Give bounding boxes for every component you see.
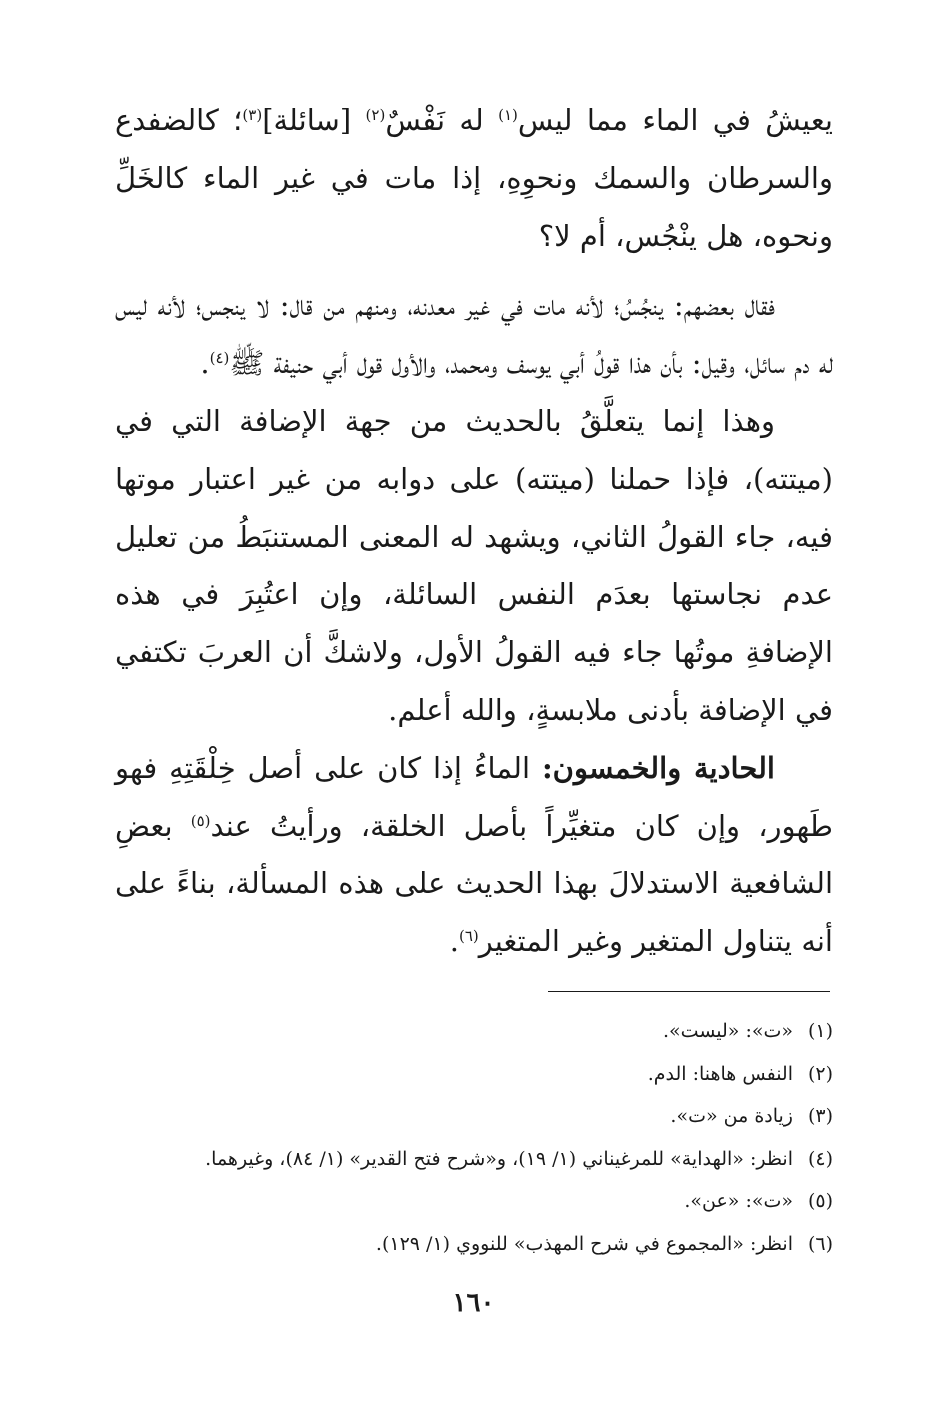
footnote-separator xyxy=(548,991,830,992)
footnote-text: انظر: «الهداية» للمرغيناني (١/ ١٩)، و«شرح فتح القدير» (١/ ٨٤)، وغيرهما. xyxy=(205,1147,793,1170)
footnote xyxy=(100,1138,833,1181)
text-segment: فقال بعضهم: ينجُسُ؛ لأنه مات في غير معدنه، ومنهم من قال: لا ينجس؛ لأنه ليس له دم سائل، وقيل: بأن هذا قولُ أبي يوسف ومحمد، والأول قول أبي حنيفة ﷺ xyxy=(115,288,833,381)
footnote-number: (٤) xyxy=(807,1147,833,1170)
footnote-text: النفس هاهنا: الدم. xyxy=(647,1062,793,1085)
footnote-text: «ت»: «عن». xyxy=(684,1190,793,1212)
footnote-number: (٦) xyxy=(807,1232,833,1255)
footnote-number: (١) xyxy=(807,1020,833,1042)
footnote-text: انظر: «المجموع في شرح المهذب» للنووي (١/ ١٢٩). xyxy=(375,1232,793,1255)
paragraph-1 xyxy=(115,92,833,265)
footnote xyxy=(100,1223,833,1266)
text-segment: وهذا إنما يتعلَّقُ بالحديث من جهة الإضافة التي في (ميتته)، فإذا حملنا (ميتته) على دوابه من غير اعتبار موتها فيه، جاء القولُ الثاني، ويشهد له المعنى المستنبَطُ من تعليل عدم نجاستها بعدَم النفس السائلة، وإن اعتُبِرَ في هذه الإضافةِ موتُها جاء فيه القولُ الأول، ولاشكَّ أن العربَ تكتفي في الإضافة بأدنى ملابسةٍ، والله أعلم. xyxy=(115,403,833,727)
footnote-text: زيادة من «ت». xyxy=(670,1105,793,1127)
text-segment: . xyxy=(449,924,459,959)
footnote xyxy=(100,1053,833,1096)
text-segment: الماءُ إذا كان على أصل خِلْقَتِهِ فهو طَهور، وإن كان متغيِّراً بأصل الخلقة، ورأيتُ عند xyxy=(115,750,833,843)
footnote-number: (٣) xyxy=(807,1105,833,1127)
footnote-text: «ت»: «ليست». xyxy=(663,1020,793,1042)
footnote-marker: (٦) xyxy=(458,927,479,946)
footnote-marker: (٣) xyxy=(242,106,263,124)
text-segment: [سائلة] xyxy=(262,103,366,137)
footnote-number: (٢) xyxy=(807,1062,833,1085)
footnotes xyxy=(100,1010,833,1265)
text-segment: بعضِ الشافعية الاستدلالَ بهذا الحديث على هذه المسألة، بناءً على أنه يتناول المتغير وغير المتغير xyxy=(115,808,833,959)
footnote xyxy=(100,1010,833,1053)
footnote-marker: (١) xyxy=(498,106,518,124)
footnote-marker: (٤) xyxy=(209,349,230,368)
page-number: ١٦٠ xyxy=(452,1288,495,1318)
text-segment: له نَفْسٌ xyxy=(385,103,499,137)
footnote xyxy=(100,1095,833,1138)
text-segment: . xyxy=(200,346,210,381)
paragraph-4 xyxy=(115,740,833,971)
paragraph-3 xyxy=(115,393,833,740)
footnote xyxy=(100,1180,833,1223)
main-text xyxy=(115,92,833,971)
text-segment: ؛ كالضفدع والسرطان والسمك ونحوِهِ، إذا مات في غير الماء كالخَلِّ ونحوه، هل ينْجُس، أم لا؟ xyxy=(115,103,833,253)
text-segment: يعيشُ في الماء مما ليس xyxy=(517,103,833,137)
section-heading: الحادية والخمسون: xyxy=(541,750,775,785)
paragraph-2 xyxy=(115,277,833,393)
footnote-marker: (٥) xyxy=(190,811,211,830)
footnote-marker: (٢) xyxy=(365,106,386,124)
footnote-number: (٥) xyxy=(807,1190,833,1212)
